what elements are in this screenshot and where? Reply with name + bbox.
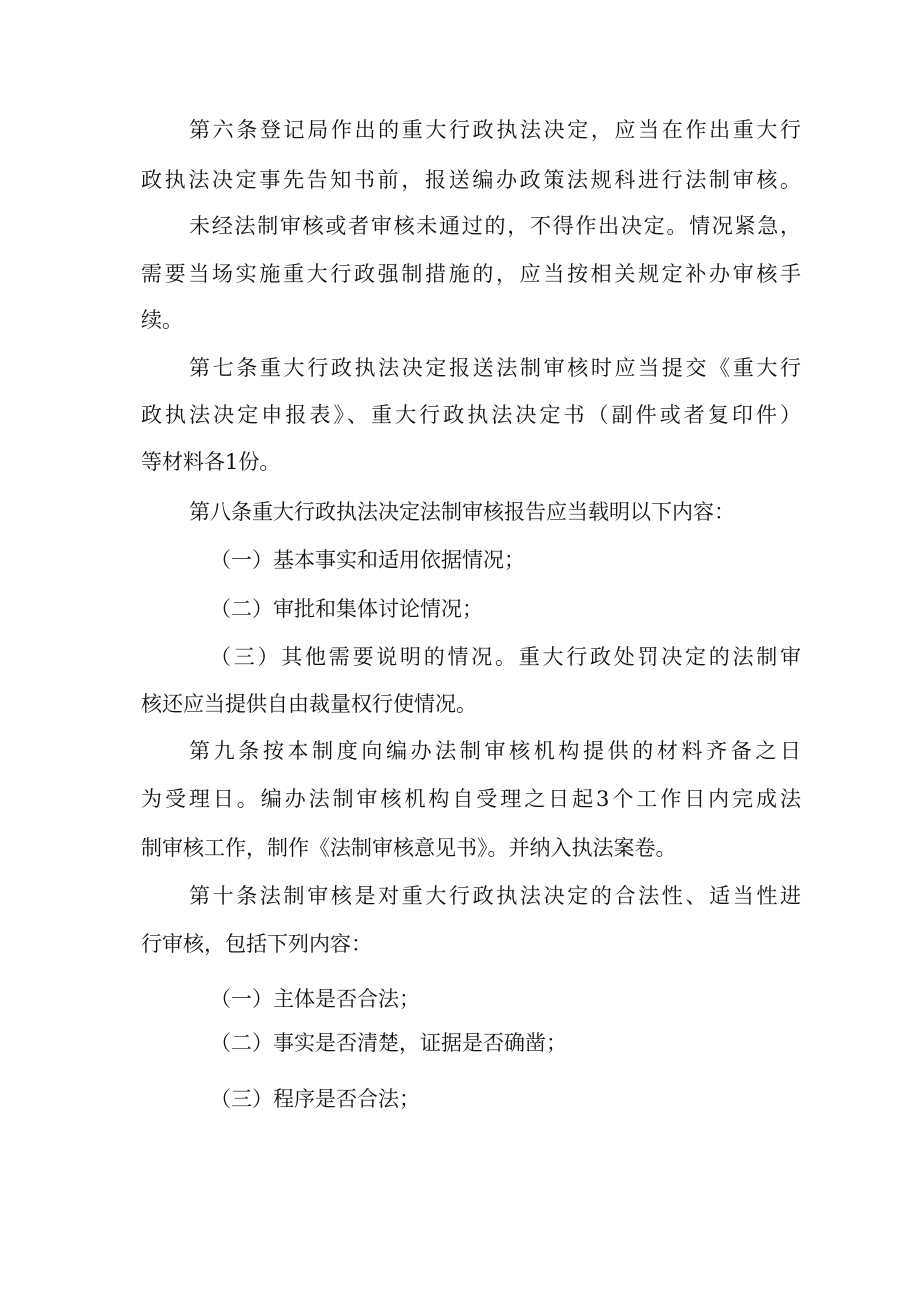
article-9-line-1: 第九条按本制度向编办法制审核机构提供的材料齐备之日 xyxy=(189,739,801,763)
paragraph-unreviewed-line-2: 需要当场实施重大行政强制措施的，应当按相关规定补办审核手 xyxy=(141,262,801,286)
article-8-item-3-line-2: 核还应当提供自由裁量权行使情况。 xyxy=(141,692,477,716)
article-10-line-2: 行审核，包括下列内容： xyxy=(141,932,372,956)
article-8-item-1: （一）基本事实和适用依据情况； xyxy=(210,548,525,572)
article-8-item-2: （二）审批和集体讨论情况； xyxy=(210,597,483,621)
paragraph-unreviewed-line-3: 续。 xyxy=(141,308,183,332)
article-7-line-2: 政执法决定申报表》、重大行政执法决定书（副件或者复印件） xyxy=(141,403,801,427)
article-7-line-1: 第七条重大行政执法决定报送法制审核时应当提交《重大行 xyxy=(189,356,801,380)
article-10-item-3: （三）程序是否合法； xyxy=(210,1087,420,1111)
paragraph-unreviewed-line-1: 未经法制审核或者审核未通过的，不得作出决定。情况紧急， xyxy=(189,214,801,238)
article-8-line-1: 第八条重大行政执法决定法制审核报告应当载明以下内容： xyxy=(189,500,735,524)
article-8-item-3-line-1: （三）其他需要说明的情况。重大行政处罚决定的法制审 xyxy=(210,645,801,669)
article-6-line-1: 第六条登记局作出的重大行政执法决定，应当在作出重大行 xyxy=(189,118,801,142)
article-7-line-3: 等材料各1份。 xyxy=(141,450,281,474)
article-9-line-2: 为受理日。编办法制审核机构自受理之日起3个工作日内完成法 xyxy=(141,787,801,811)
article-9-line-3: 制审核工作，制作《法制审核意见书》。并纳入执法案卷。 xyxy=(141,836,677,860)
article-10-item-2: （二）事实是否清楚，证据是否确凿； xyxy=(210,1031,567,1055)
article-10-line-1: 第十条法制审核是对重大行政执法决定的合法性、适当性进 xyxy=(189,884,801,908)
article-6-line-2: 政执法决定事先告知书前，报送编办政策法规科进行法制审核。 xyxy=(141,168,801,192)
article-10-item-1: （一）主体是否合法； xyxy=(210,987,420,1011)
